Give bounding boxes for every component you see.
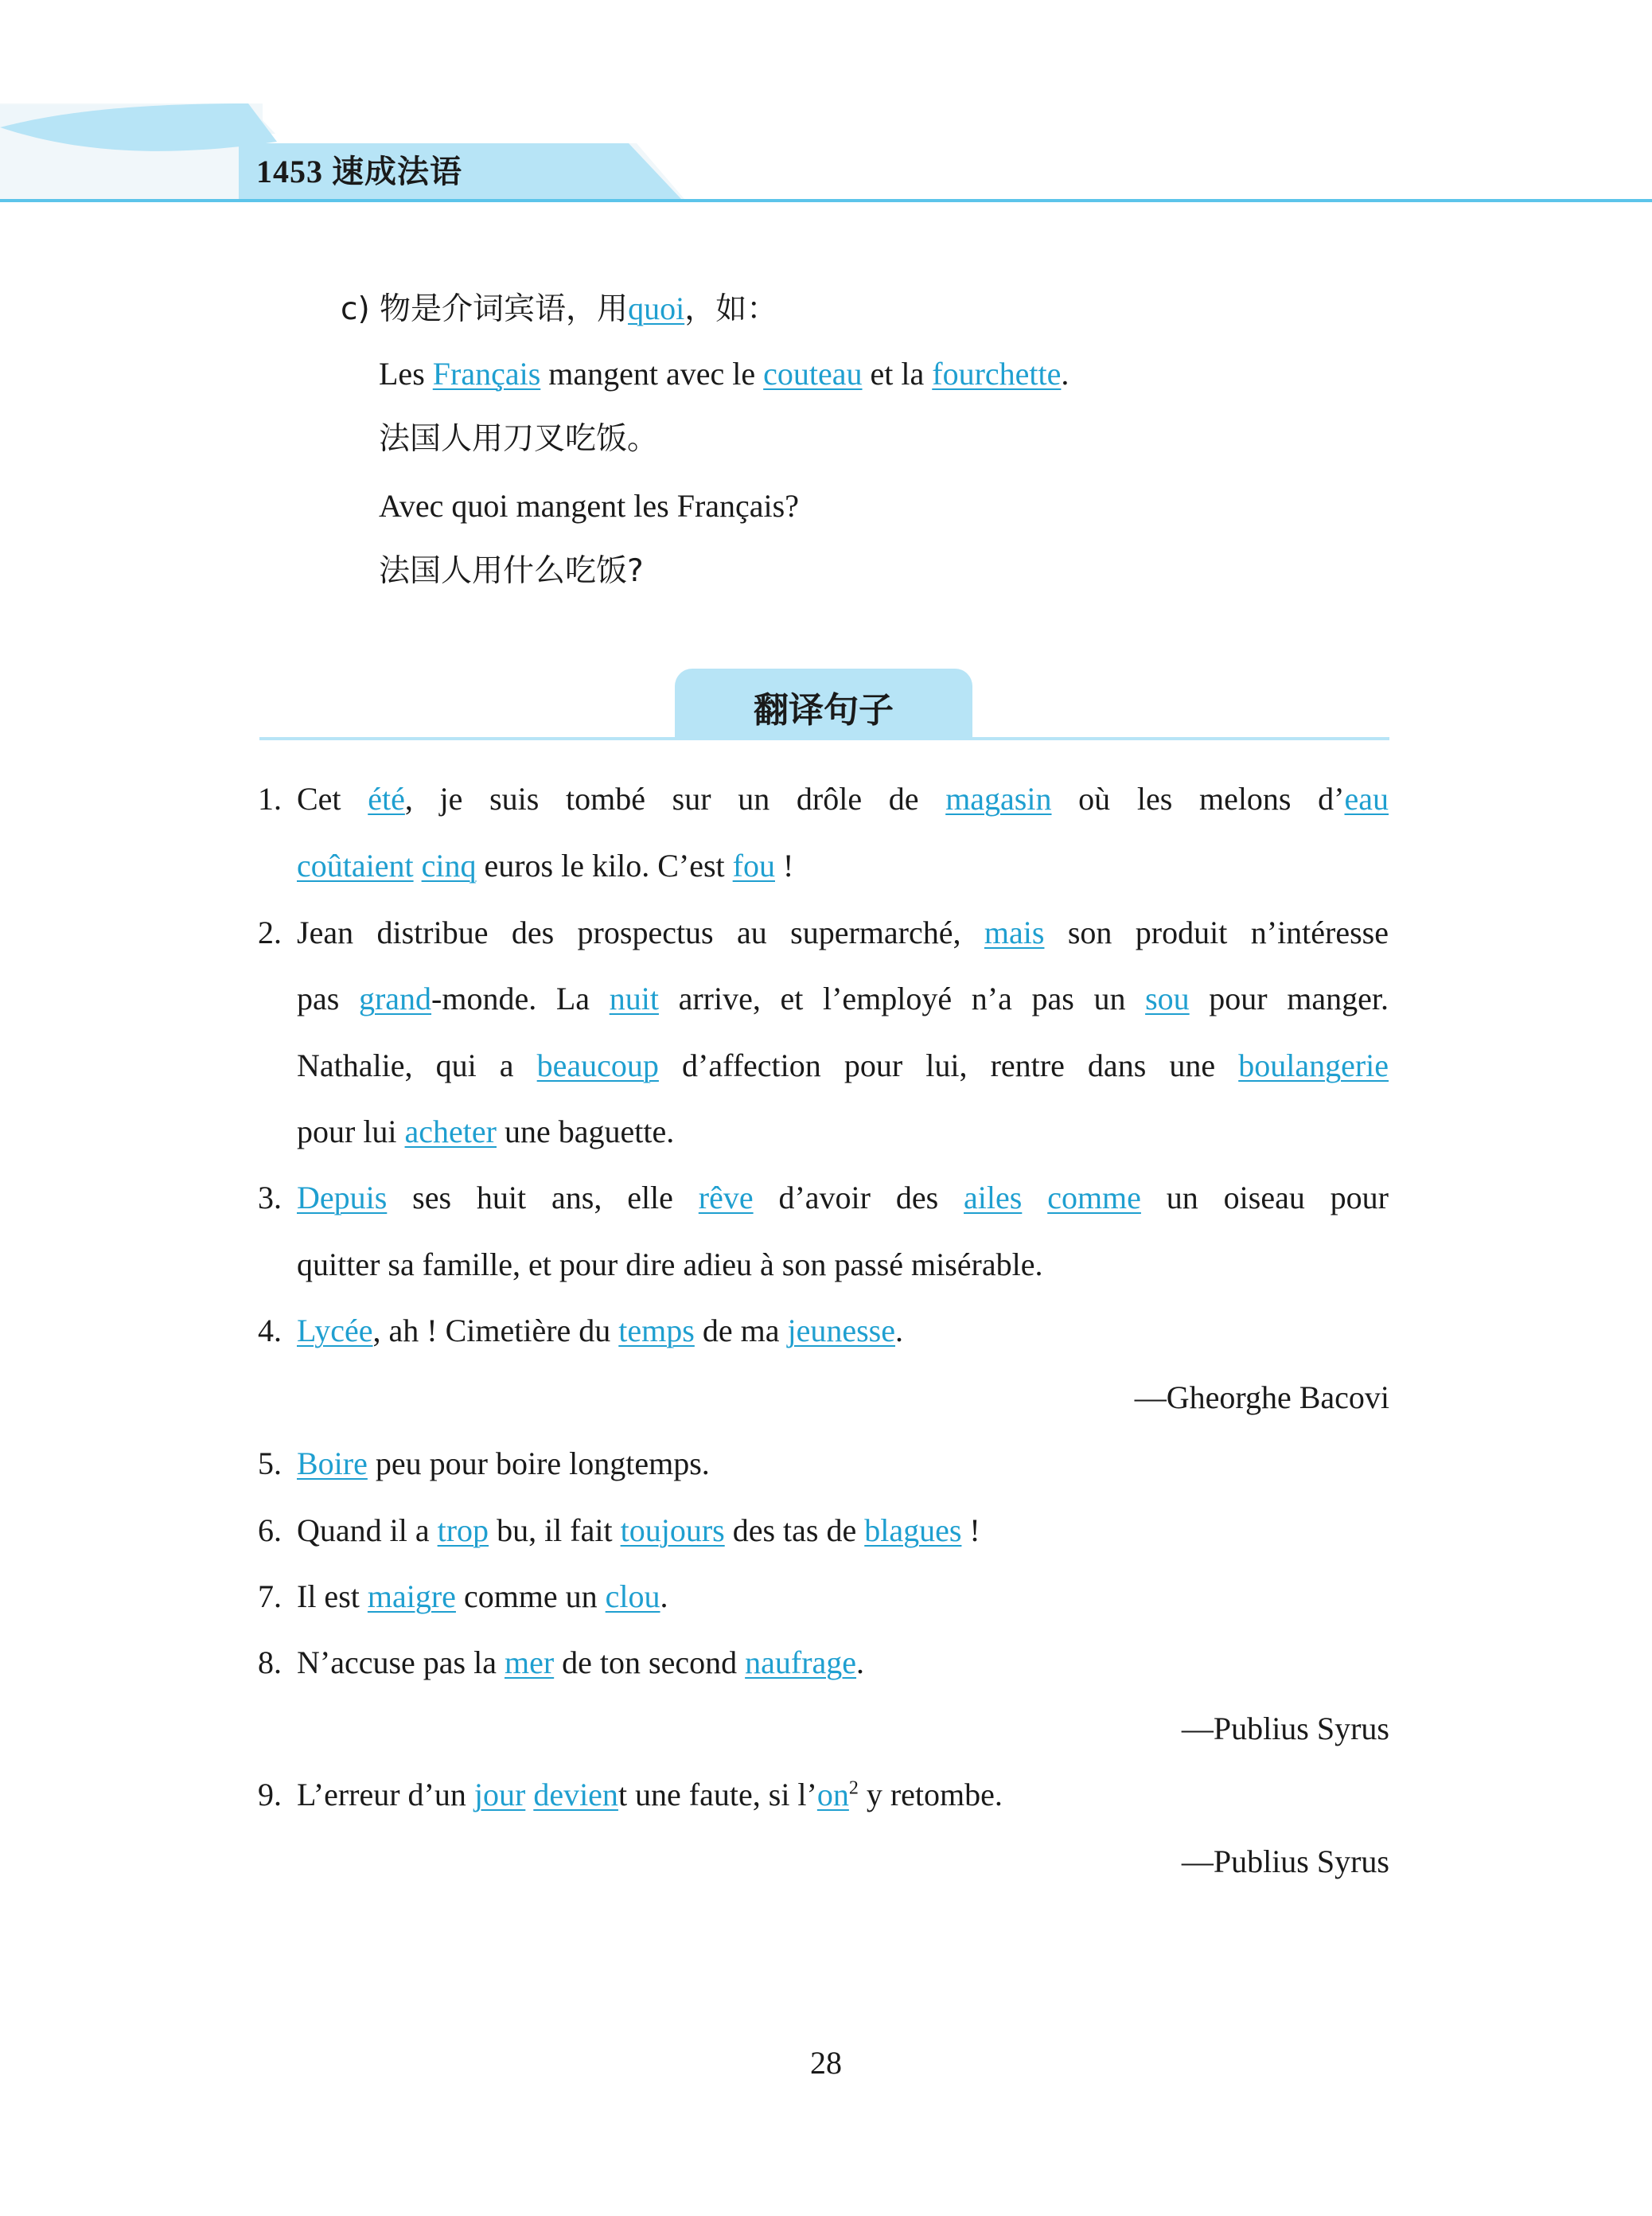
vocab-link[interactable]: Depuis bbox=[297, 1180, 388, 1215]
section-c-intro bbox=[341, 288, 777, 330]
intro-suffix: ，如： bbox=[684, 291, 778, 327]
text: et la bbox=[862, 356, 933, 392]
sentence-2-line-1 bbox=[297, 912, 1389, 954]
item-number: 7. bbox=[258, 1578, 282, 1614]
item-number: 8. bbox=[258, 1644, 282, 1680]
vocab-link[interactable]: rêve bbox=[698, 1180, 754, 1215]
vocab-link[interactable]: Lycée bbox=[297, 1313, 373, 1348]
vocab-link[interactable]: maigre bbox=[367, 1578, 456, 1614]
vocab-link[interactable]: sou bbox=[1145, 981, 1190, 1016]
item-number: 4. bbox=[258, 1313, 282, 1348]
vocab-link[interactable]: acheter bbox=[404, 1114, 497, 1149]
question-chinese: 法国人用什么吃饭? bbox=[379, 553, 644, 589]
question-french: Avec quoi mangent les Français? bbox=[379, 488, 799, 524]
item-number: 1. bbox=[258, 781, 282, 817]
sentence-3-line-2: quitter sa famille, et pour dire adieu à son passé misérable. bbox=[297, 1246, 1043, 1282]
vocab-link[interactable]: mais bbox=[984, 915, 1045, 950]
text: Les bbox=[379, 356, 433, 392]
vocab-link[interactable]: eau bbox=[1344, 781, 1389, 817]
vocab-link[interactable]: cinq bbox=[421, 848, 477, 884]
sentence-6 bbox=[297, 1510, 980, 1551]
text bbox=[525, 1777, 533, 1812]
sentence-8 bbox=[297, 1642, 864, 1683]
text: pour manger. bbox=[1189, 981, 1389, 1016]
vocab-link[interactable]: couteau bbox=[763, 356, 863, 392]
text: Jean distribue des prospectus au supermarché, bbox=[297, 915, 984, 950]
text: . bbox=[1061, 356, 1070, 392]
text: ses huit ans, elle bbox=[387, 1180, 699, 1215]
text bbox=[1022, 1180, 1047, 1215]
sentence-4-line-1 bbox=[297, 1310, 903, 1352]
keyword-link[interactable]: quoi bbox=[628, 291, 685, 326]
text: une baguette. bbox=[497, 1114, 675, 1149]
vocab-link[interactable]: fou bbox=[732, 848, 775, 884]
vocab-link[interactable]: on bbox=[816, 1777, 849, 1812]
sentence-1-line-2 bbox=[297, 845, 793, 887]
vocab-link[interactable]: naufrage bbox=[745, 1644, 857, 1680]
text: bu, il fait bbox=[489, 1512, 621, 1548]
text: N’accuse pas la bbox=[297, 1644, 505, 1680]
vocab-link[interactable]: Français bbox=[432, 356, 541, 392]
vocab-link[interactable]: temps bbox=[618, 1313, 695, 1348]
header-decoration bbox=[0, 0, 1652, 209]
text: mangent avec le bbox=[540, 356, 764, 392]
section-title: 翻译句子 bbox=[754, 690, 894, 731]
text: Il est bbox=[297, 1578, 368, 1614]
text: ! bbox=[774, 848, 794, 884]
section-rule bbox=[259, 737, 1389, 740]
sentence-3-line-1 bbox=[297, 1177, 1389, 1219]
vocab-link[interactable]: devien bbox=[533, 1777, 618, 1812]
vocab-link[interactable]: toujours bbox=[620, 1512, 725, 1548]
vocab-link[interactable]: boulangerie bbox=[1238, 1048, 1389, 1083]
book-title: 1453 速成法语 bbox=[256, 154, 462, 189]
text bbox=[414, 848, 422, 884]
sentence-2-line-2 bbox=[297, 978, 1389, 1020]
text: pas bbox=[297, 981, 359, 1016]
vocab-link[interactable]: clou bbox=[605, 1578, 660, 1614]
page-number: 28 bbox=[810, 2045, 842, 2081]
item-number: 3. bbox=[258, 1180, 282, 1215]
text: comme un bbox=[455, 1578, 606, 1614]
item-number: 2. bbox=[258, 915, 282, 950]
text: , je suis tombé sur un drôle de bbox=[404, 781, 946, 817]
item-number: 9. bbox=[258, 1777, 282, 1812]
text: de ton second bbox=[554, 1644, 746, 1680]
text: où les melons d’ bbox=[1051, 781, 1345, 817]
intro-text: c) 物是介词宾语，用 bbox=[341, 291, 629, 327]
vocab-link[interactable]: trop bbox=[437, 1512, 489, 1548]
sentence-7 bbox=[297, 1576, 668, 1617]
vocab-link[interactable]: comme bbox=[1047, 1180, 1141, 1215]
vocab-link[interactable]: jeunesse bbox=[787, 1313, 895, 1348]
sentence-2-line-4 bbox=[297, 1111, 674, 1153]
header-rule bbox=[0, 199, 1652, 202]
vocab-link[interactable]: ailes bbox=[964, 1180, 1023, 1215]
text: , ah ! Cimetière du bbox=[372, 1313, 619, 1348]
text: de ma bbox=[694, 1313, 788, 1348]
text: . bbox=[660, 1578, 668, 1614]
text: L’erreur d’un bbox=[297, 1777, 474, 1812]
vocab-link[interactable]: grand bbox=[358, 981, 432, 1016]
footnote-marker: 2 bbox=[848, 1777, 859, 1799]
vocab-link[interactable]: coûtaient bbox=[297, 848, 414, 884]
vocab-link[interactable]: fourchette bbox=[932, 356, 1062, 392]
text: Quand il a bbox=[297, 1512, 438, 1548]
text: arrive, et l’employé n’a pas un bbox=[658, 981, 1146, 1016]
sentence-9 bbox=[297, 1774, 1003, 1816]
vocab-link[interactable]: nuit bbox=[609, 981, 659, 1016]
page-header bbox=[0, 0, 1652, 209]
text: . bbox=[856, 1644, 865, 1680]
text: pour lui bbox=[297, 1114, 405, 1149]
vocab-link[interactable]: blagues bbox=[864, 1512, 962, 1548]
text: d’avoir des bbox=[753, 1180, 964, 1215]
sentence-1-line-1 bbox=[297, 778, 1389, 820]
text: un oiseau pour bbox=[1140, 1180, 1389, 1215]
vocab-link[interactable]: Boire bbox=[297, 1445, 368, 1481]
example-chinese: 法国人用刀叉吃饭。 bbox=[379, 421, 659, 457]
quote-author: —Publius Syrus bbox=[1181, 1843, 1389, 1879]
text: des tas de bbox=[724, 1512, 865, 1548]
item-number: 5. bbox=[258, 1445, 282, 1481]
text: ! bbox=[961, 1512, 980, 1548]
text: t une faute, si l’ bbox=[618, 1777, 817, 1812]
text: Nathalie, qui a bbox=[297, 1048, 537, 1083]
vocab-link[interactable]: été bbox=[368, 781, 405, 817]
item-number: 6. bbox=[258, 1512, 282, 1548]
text: . bbox=[894, 1313, 903, 1348]
text: -monde. La bbox=[431, 981, 610, 1016]
sentence-5 bbox=[297, 1443, 710, 1484]
text: son produit n’intéresse bbox=[1044, 915, 1389, 950]
vocab-link[interactable]: magasin bbox=[945, 781, 1052, 817]
vocab-link[interactable]: beaucoup bbox=[536, 1048, 659, 1083]
text: Cet bbox=[297, 781, 368, 817]
quote-author: —Gheorghe Bacovi bbox=[1134, 1379, 1389, 1415]
text: d’affection pour lui, rentre dans une bbox=[658, 1048, 1239, 1083]
quote-author: —Publius Syrus bbox=[1181, 1711, 1389, 1746]
text: y retombe. bbox=[858, 1777, 1003, 1812]
example-french bbox=[379, 353, 1069, 395]
sentence-2-line-3 bbox=[297, 1045, 1389, 1087]
text: peu pour boire longtemps. bbox=[367, 1445, 710, 1481]
text: euros le kilo. C’est bbox=[476, 848, 733, 884]
vocab-link[interactable]: mer bbox=[504, 1644, 555, 1680]
vocab-link[interactable]: jour bbox=[473, 1777, 526, 1812]
